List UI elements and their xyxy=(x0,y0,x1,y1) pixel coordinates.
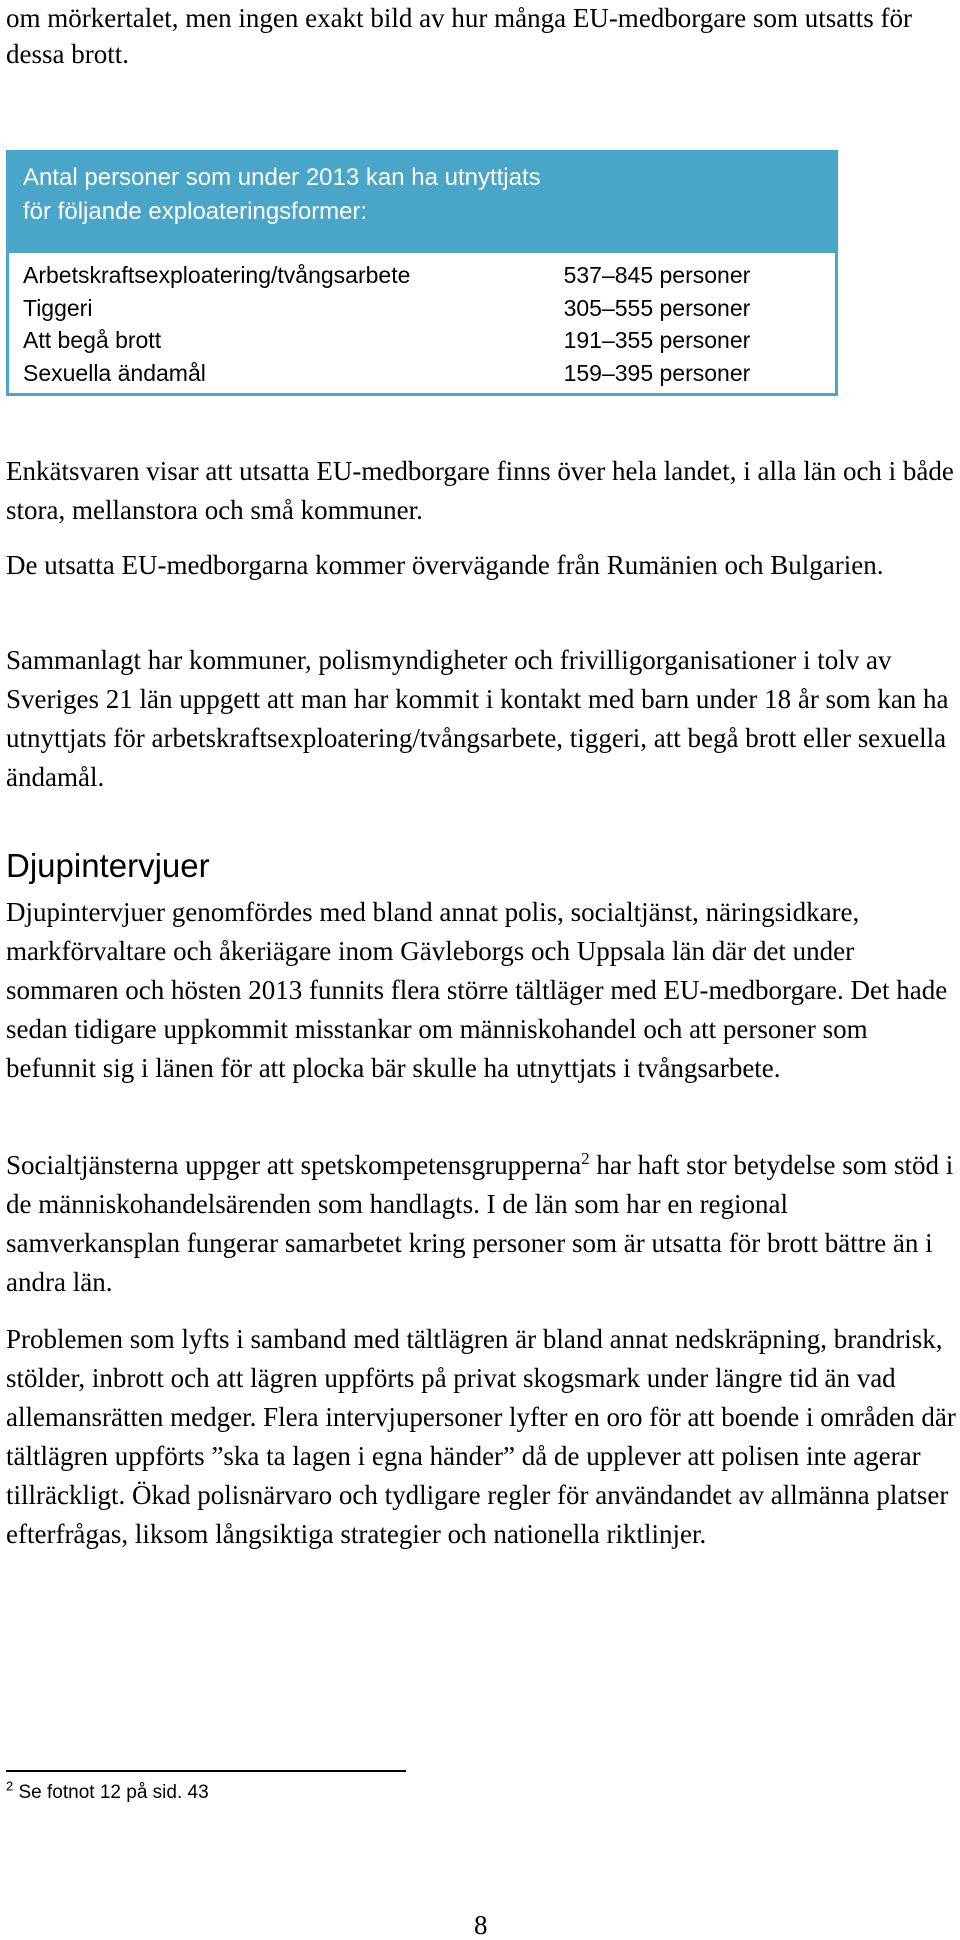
fact-row-label: Tiggeri xyxy=(23,294,93,321)
fact-box-title-line2: för följande exploateringsformer: xyxy=(23,198,368,225)
paragraph-camps: Problemen som lyfts i samband med tältlägren är bland annat nedskräpning, brandrisk, stölder, inbrott och att lägren uppförts på privat skogsmark under längre tid än vad allemansrätten medger. Flera intervjupersoner lyfter en oro för att boende i områden där tältlägren uppförts ”ska ta lagen i egna händer” då de upplever att polisen inte agerar tillräckligt. Ökad polisnärvaro och tydligare regler för användandet av allmänna platser efterfrågas, liksom långsiktiga strategier och nationella riktlinjer. xyxy=(6,1324,956,1549)
footnote-text: Se fotnot 12 på sid. 43 xyxy=(13,1782,209,1803)
page-number: 8 xyxy=(474,1910,488,1940)
fact-row xyxy=(23,357,821,390)
paragraph-origin: De utsatta EU-medborgarna kommer övervägande från Rumänien och Bulgarien. xyxy=(6,550,884,580)
fact-row xyxy=(23,324,821,357)
footnote-marker: 2 xyxy=(6,1778,14,1794)
fact-box-title-line1: Antal personer som under 2013 kan ha utnyttjats xyxy=(23,164,541,191)
footnote-divider xyxy=(6,1770,406,1772)
intro-paragraph: om mörkertalet, men ingen exakt bild av hur många EU-medborgare som utsatts för dessa brott. xyxy=(6,3,913,69)
fact-box-body xyxy=(9,253,835,389)
paragraph-children: Sammanlagt har kommuner, polismyndigheter och frivilligorganisationer i tolv av Sveriges 21 län uppgett att man har kommit i kontakt med barn under 18 år som kan ha utnyttjats för arbetskraftsexploatering/tvångsarbete, tiggeri, att begå brott eller sexuella ändamål. xyxy=(6,645,949,792)
fact-row-value: 191–355 personer xyxy=(563,327,751,353)
fact-row-value: 159–395 personer xyxy=(563,359,751,386)
fact-row-value: 537–845 personer xyxy=(563,262,751,288)
section-heading: Djupintervjuer xyxy=(6,847,210,884)
fact-box xyxy=(6,150,838,396)
footnote-reference: 2 xyxy=(581,1149,590,1168)
footnote xyxy=(6,1780,209,1806)
paragraph-social-services xyxy=(6,1146,956,1302)
fact-row-value: 305–555 personer xyxy=(563,294,751,321)
paragraph-text: har haft stor betydelse som stöd i de människohandelsärenden som handlagts. I de län som har en regional samverkansplan fungerar samarbetet kring personer som är utsatta för brott bättre än i andra län. xyxy=(6,1150,954,1297)
paragraph-interviews: Djupintervjuer genomfördes med bland annat polis, socialtjänst, näringsidkare, markförvaltare och åkeriägare inom Gävleborgs och Uppsala län där det under sommaren och hösten 2013 funnits flera större tältläger med EU-medborgare. Det hade sedan tidigare uppkommit misstankar om människohandel och att personer som befunnit sig i länen för att plocka bär skulle ha utnyttjats i tvångsarbete. xyxy=(6,897,948,1083)
fact-row-label: Att begå brott xyxy=(23,327,162,353)
paragraph-survey: Enkätsvaren visar att utsatta EU-medborgare finns över hela landet, i alla län och i både stora, mellanstora och små kommuner. xyxy=(6,456,954,525)
fact-row xyxy=(23,259,821,292)
paragraph-text: Socialtjänsterna uppger att spetskompetensgrupperna xyxy=(6,1150,582,1180)
fact-row-label: Sexuella ändamål xyxy=(23,359,206,386)
fact-row-label: Arbetskraftsexploatering/tvångsarbete xyxy=(23,262,411,288)
fact-row xyxy=(23,292,821,325)
fact-box-header xyxy=(9,153,835,253)
